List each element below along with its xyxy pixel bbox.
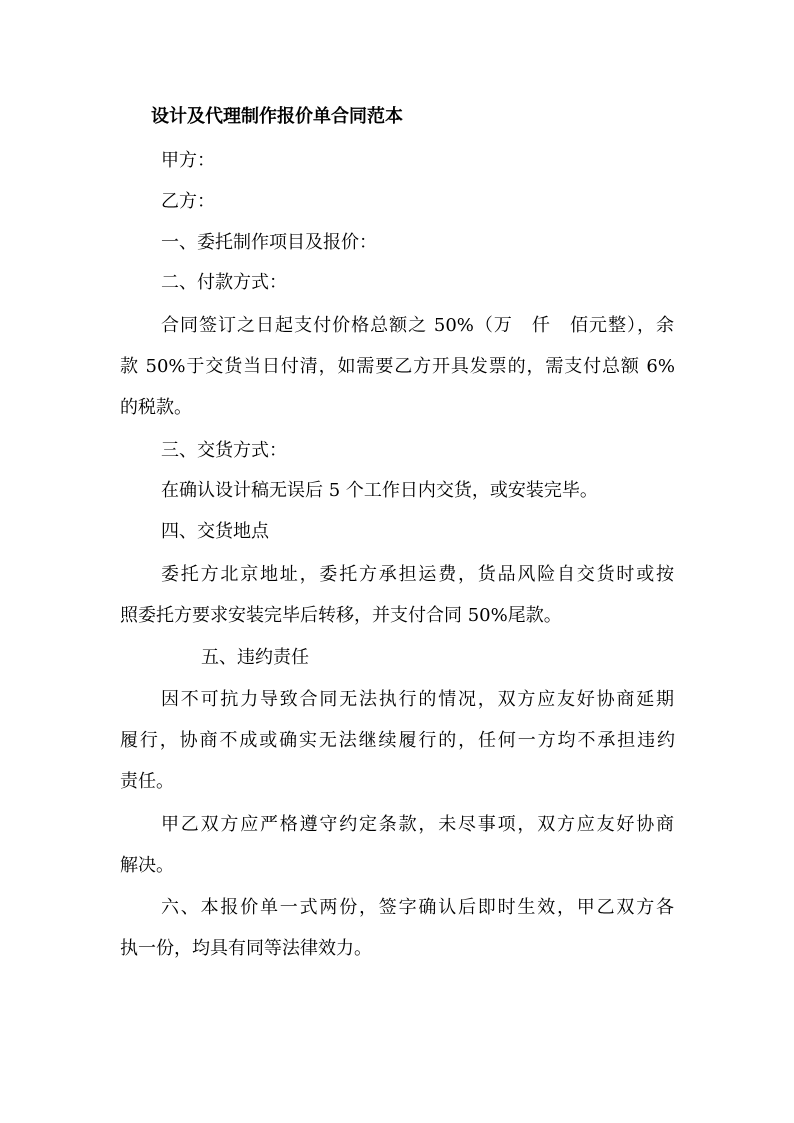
location-line-2: 照委托方要求安装完毕后转移，并支付合同 50%尾款。: [120, 605, 562, 626]
payment-line-1: 合同签订之日起支付价格总额之 50%（万 仟 佰元整），余: [161, 315, 674, 336]
section-4-heading: 四、交货地点: [161, 521, 269, 542]
breach-line-1: 因不可抗力导致合同无法执行的情况，双方应友好协商延期: [161, 689, 674, 710]
payment-line-2: 款 50%于交货当日付清，如需要乙方开具发票的，需支付总额 6%: [120, 356, 675, 377]
section-1-heading: 一、委托制作项目及报价：: [161, 232, 377, 253]
section-5-heading: 五、违约责任: [201, 647, 309, 668]
section-6-line-1: 六、本报价单一式两份，签字确认后即时生效，甲乙双方各: [161, 897, 674, 918]
location-line-1: 委托方北京地址，委托方承担运费，货品风险自交货时或按: [161, 564, 674, 585]
section-6-line-2: 执一份，均具有同等法律效力。: [120, 938, 372, 959]
section-2-heading: 二、付款方式：: [161, 272, 287, 293]
party-b-label: 乙方：: [161, 191, 215, 212]
delivery-text: 在确认设计稿无误后 5 个工作日内交货，或安装完毕。: [161, 480, 598, 501]
section-3-heading: 三、交货方式：: [161, 440, 287, 461]
compliance-line-1: 甲乙双方应严格遵守约定条款，未尽事项，双方应友好协商: [161, 814, 674, 835]
breach-line-3: 责任。: [120, 771, 174, 792]
compliance-line-2: 解决。: [120, 855, 174, 876]
breach-line-2: 履行，协商不成或确实无法继续履行的，任何一方均不承担违约: [120, 730, 675, 751]
party-a-label: 甲方：: [161, 150, 215, 171]
payment-line-3: 的税款。: [120, 397, 192, 418]
document-title: 设计及代理制作报价单合同范本: [151, 106, 403, 127]
